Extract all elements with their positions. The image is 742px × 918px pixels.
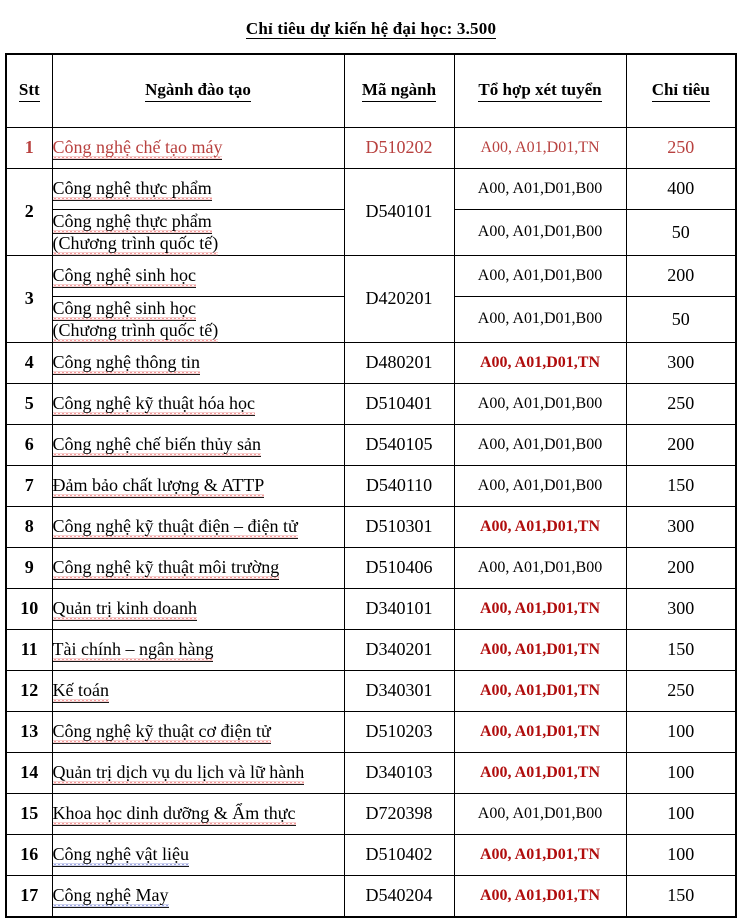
cell-stt: 3	[6, 255, 52, 342]
cell-stt: 13	[6, 711, 52, 752]
column-header-name-label: Ngành đào tạo	[145, 80, 251, 102]
column-header-code	[344, 54, 454, 128]
cell-stt: 16	[6, 834, 52, 875]
cell-subject-combination: A00, A01,D01,TN	[454, 670, 626, 711]
cell-program-code: D340103	[344, 752, 454, 793]
cell-quota: 300	[626, 342, 736, 383]
cell-subject-combination: A00, A01,D01,B00	[454, 168, 626, 209]
table-header-row	[6, 54, 736, 128]
cell-quota: 300	[626, 506, 736, 547]
cell-quota: 50	[626, 209, 736, 255]
cell-stt: 10	[6, 588, 52, 629]
cell-subject-combination: A00, A01,D01,TN	[454, 342, 626, 383]
cell-quota: 150	[626, 465, 736, 506]
cell-program-code: D540105	[344, 424, 454, 465]
cell-subject-combination: A00, A01,D01,B00	[454, 424, 626, 465]
cell-program-name: Công nghệ kỹ thuật cơ điện tử	[52, 711, 344, 752]
cell-program-code: D480201	[344, 342, 454, 383]
cell-quota: 250	[626, 127, 736, 168]
cell-program-name: Đảm bảo chất lượng & ATTP	[52, 465, 344, 506]
cell-subject-combination: A00, A01,D01,TN	[454, 629, 626, 670]
cell-quota: 200	[626, 255, 736, 296]
cell-program-name: Công nghệ kỹ thuật môi trường	[52, 547, 344, 588]
cell-subject-combination: A00, A01,D01,B00	[454, 209, 626, 255]
cell-program-name: Công nghệ thực phẩm (Chương trình quốc tế)	[52, 209, 344, 255]
table-body	[6, 127, 736, 917]
cell-subject-combination: A00, A01,D01,B00	[454, 296, 626, 342]
cell-stt: 8	[6, 506, 52, 547]
cell-subject-combination: A00, A01,D01,TN	[454, 506, 626, 547]
cell-program-name: Công nghệ thông tin	[52, 342, 344, 383]
cell-program-code: D510203	[344, 711, 454, 752]
table-row	[6, 424, 736, 465]
column-header-quota-label: Chỉ tiêu	[652, 80, 710, 102]
table-row	[6, 875, 736, 917]
column-header-name	[52, 54, 344, 128]
admissions-table	[5, 53, 737, 918]
table-row	[6, 127, 736, 168]
cell-quota: 300	[626, 588, 736, 629]
cell-program-name: Công nghệ vật liệu	[52, 834, 344, 875]
cell-quota: 250	[626, 383, 736, 424]
cell-subject-combination: A00, A01,D01,TN	[454, 875, 626, 917]
cell-program-code: D540110	[344, 465, 454, 506]
cell-program-name: Công nghệ May	[52, 875, 344, 917]
cell-stt: 12	[6, 670, 52, 711]
cell-subject-combination: A00, A01,D01,TN	[454, 834, 626, 875]
column-header-quota	[626, 54, 736, 128]
cell-stt: 5	[6, 383, 52, 424]
cell-program-code: D720398	[344, 793, 454, 834]
table-row	[6, 711, 736, 752]
cell-program-code: D540101	[344, 168, 454, 255]
cell-program-name: Công nghệ kỹ thuật điện – điện tử	[52, 506, 344, 547]
cell-stt: 6	[6, 424, 52, 465]
cell-stt: 17	[6, 875, 52, 917]
cell-program-code: D340101	[344, 588, 454, 629]
table-row	[6, 383, 736, 424]
cell-quota: 200	[626, 547, 736, 588]
cell-quota: 200	[626, 424, 736, 465]
cell-subject-combination: A00, A01,D01,B00	[454, 547, 626, 588]
cell-program-name: Quản trị kinh doanh	[52, 588, 344, 629]
cell-subject-combination: A00, A01,D01,TN	[454, 127, 626, 168]
cell-subject-combination: A00, A01,D01,B00	[454, 383, 626, 424]
table-row	[6, 752, 736, 793]
table-row	[6, 629, 736, 670]
column-header-stt-label: Stt	[19, 80, 40, 102]
column-header-combination	[454, 54, 626, 128]
cell-subject-combination: A00, A01,D01,B00	[454, 255, 626, 296]
cell-stt: 9	[6, 547, 52, 588]
table-row	[6, 342, 736, 383]
cell-program-code: D510402	[344, 834, 454, 875]
cell-program-name: Tài chính – ngân hàng	[52, 629, 344, 670]
cell-program-code: D510401	[344, 383, 454, 424]
cell-quota: 100	[626, 711, 736, 752]
page-title	[0, 0, 742, 53]
cell-program-name: Công nghệ sinh học (Chương trình quốc tế)	[52, 296, 344, 342]
cell-quota: 100	[626, 793, 736, 834]
cell-subject-combination: A00, A01,D01,B00	[454, 465, 626, 506]
cell-stt: 4	[6, 342, 52, 383]
table-row	[6, 793, 736, 834]
cell-program-code: D340301	[344, 670, 454, 711]
cell-stt: 2	[6, 168, 52, 255]
cell-stt: 11	[6, 629, 52, 670]
cell-subject-combination: A00, A01,D01,TN	[454, 711, 626, 752]
page-title-text: Chỉ tiêu dự kiến hệ đại học: 3.500	[245, 19, 497, 38]
cell-subject-combination: A00, A01,D01,TN	[454, 752, 626, 793]
cell-subject-combination: A00, A01,D01,TN	[454, 588, 626, 629]
column-header-combination-label: Tổ hợp xét tuyển	[478, 80, 601, 102]
column-header-code-label: Mã ngành	[362, 80, 436, 102]
cell-program-name: Công nghệ chế biến thủy sản	[52, 424, 344, 465]
table-row	[6, 834, 736, 875]
table-row	[6, 506, 736, 547]
cell-quota: 100	[626, 834, 736, 875]
cell-program-name: Quản trị dịch vụ du lịch và lữ hành	[52, 752, 344, 793]
cell-quota: 150	[626, 875, 736, 917]
cell-subject-combination: A00, A01,D01,B00	[454, 793, 626, 834]
cell-program-name: Công nghệ chế tạo máy	[52, 127, 344, 168]
cell-program-name: Kế toán	[52, 670, 344, 711]
cell-stt: 1	[6, 127, 52, 168]
cell-program-name: Công nghệ thực phẩm	[52, 168, 344, 209]
column-header-stt	[6, 54, 52, 128]
cell-stt: 15	[6, 793, 52, 834]
cell-quota: 250	[626, 670, 736, 711]
cell-stt: 14	[6, 752, 52, 793]
cell-program-name: Khoa học dinh dưỡng & Ẩm thực	[52, 793, 344, 834]
cell-quota: 50	[626, 296, 736, 342]
cell-program-name: Công nghệ kỹ thuật hóa học	[52, 383, 344, 424]
cell-program-code: D510202	[344, 127, 454, 168]
table-row	[6, 465, 736, 506]
cell-stt: 7	[6, 465, 52, 506]
cell-quota: 150	[626, 629, 736, 670]
table-row	[6, 255, 736, 296]
cell-program-code: D340201	[344, 629, 454, 670]
table-row	[6, 670, 736, 711]
cell-program-name: Công nghệ sinh học	[52, 255, 344, 296]
cell-program-code: D510301	[344, 506, 454, 547]
table-row	[6, 588, 736, 629]
table-header	[6, 54, 736, 128]
table-row	[6, 547, 736, 588]
cell-program-code: D420201	[344, 255, 454, 342]
table-row	[6, 168, 736, 209]
cell-program-code: D540204	[344, 875, 454, 917]
cell-program-code: D510406	[344, 547, 454, 588]
cell-quota: 400	[626, 168, 736, 209]
cell-quota: 100	[626, 752, 736, 793]
